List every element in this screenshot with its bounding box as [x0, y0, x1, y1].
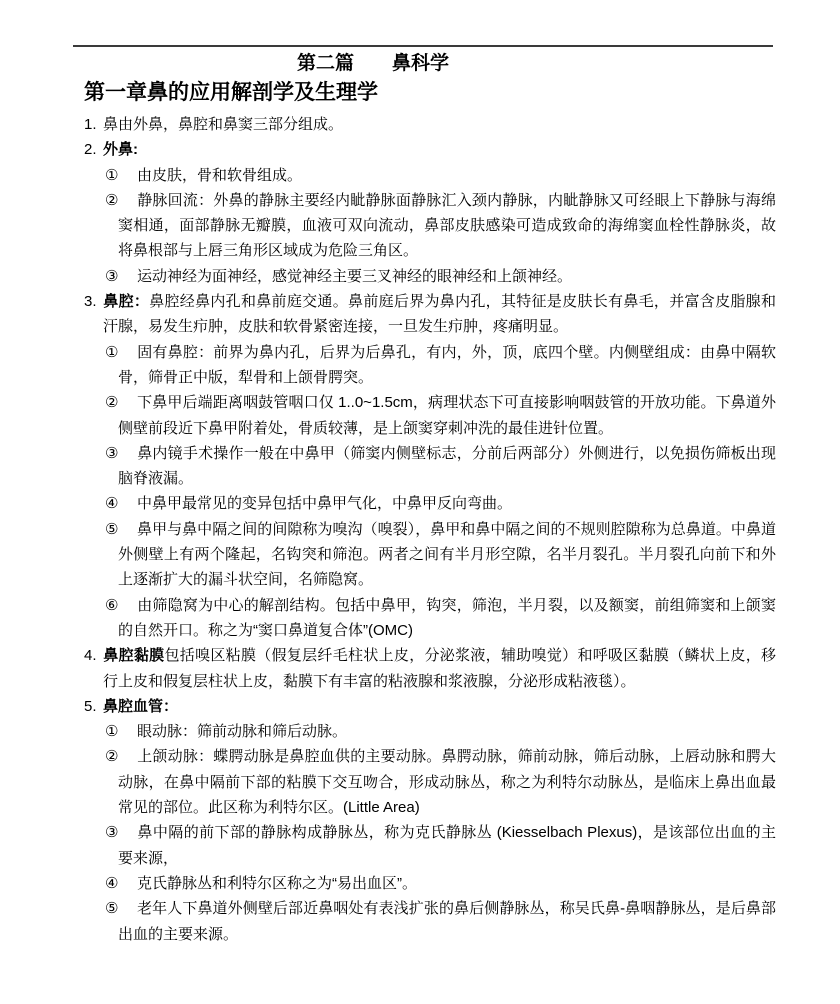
sub-item-3-6: [105, 593, 776, 644]
item-marker: ⑤: [105, 900, 119, 918]
item-number: 3.: [84, 293, 97, 311]
sub-item-5-5: [105, 896, 776, 947]
item-marker: ③: [105, 267, 119, 285]
item-marker: ④: [105, 874, 119, 892]
item-marker: ④: [105, 495, 119, 513]
sub-item-3-4: [105, 491, 776, 516]
item-number: 5.: [84, 697, 97, 715]
sub-item-text: 运动神经为面神经，感觉神经主要三叉神经的眼神经和上颌神经。: [137, 267, 573, 285]
sub-item-5-1: [105, 719, 776, 744]
item-text: 鼻腔经鼻内孔和鼻前庭交通。鼻前庭后界为鼻内孔，其特征是皮肤长有鼻毛，并富含皮脂腺和汗腺，易发生疖肿，皮肤和软骨紧密连接，一旦发生疖肿，疼痛明显。: [103, 293, 776, 336]
list-item-2: [84, 137, 776, 162]
sub-item-5-3: [105, 820, 776, 871]
document-content: [84, 0, 776, 947]
sub-item-text: 克氏静脉丛和利特尔区称之为“易出血区”。: [137, 874, 417, 892]
item-lead: 外鼻:: [103, 141, 138, 159]
sub-item-text: 老年人下鼻道外侧壁后部近鼻咽处有表浅扩张的鼻后侧静脉丛，称吴氏鼻-鼻咽静脉丛，是后鼻部出血的主要来源。: [118, 900, 776, 943]
sub-item-3-3: [105, 441, 776, 492]
sub-item-text: 静脉回流：外鼻的静脉主要经内眦静脉面静脉汇入颈内静脉，内眦静脉又可经眼上下静脉与海绵窦相通，面部静脉无瓣膜，血液可双向流动，鼻部皮肤感染可造成致命的海绵窦血栓性静脉炎，故将鼻根部与上唇三角形区域成为危险三角区。: [118, 191, 776, 260]
sub-item-2-1: [105, 163, 776, 188]
part-title: 第二篇 鼻科学: [296, 53, 449, 74]
sub-item-5-2: [105, 744, 776, 820]
list-item-1: [84, 112, 776, 137]
item-marker: ①: [105, 166, 119, 184]
sub-item-text: 上颌动脉：蝶腭动脉是鼻腔血供的主要动脉。鼻腭动脉，筛前动脉，筛后动脉，上唇动脉和腭大动脉，在鼻中隔前下部的粘膜下交互吻合，形成动脉丛，称之为利特尔动脉丛，是临床上鼻出血最常见的部位。此区称为利特尔区。(Little Area): [118, 748, 776, 817]
item-marker: ②: [105, 748, 119, 766]
item-marker: ②: [105, 191, 119, 209]
item-marker: ⑤: [105, 520, 119, 538]
sub-item-2-3: [105, 264, 776, 289]
item-number: 4.: [84, 647, 97, 665]
item-marker: ⑥: [105, 596, 119, 614]
item-lead: 鼻腔血管：: [103, 697, 179, 715]
sub-item-text: 中鼻甲最常见的变异包括中鼻甲气化，中鼻甲反向弯曲。: [137, 495, 513, 513]
list-item-4: [84, 643, 776, 694]
item-number: 1.: [84, 116, 97, 133]
item-text: 包括嗅区粘膜（假复层纤毛柱状上皮，分泌浆液，辅助嗅觉）和呼吸区黏膜（鳞状上皮，移行上皮和假复层柱状上皮，黏膜下有丰富的粘液腺和浆液腺，分泌形成粘液毯）。: [103, 647, 776, 690]
sub-item-text: 下鼻甲后端距离咽鼓管咽口仅 1..0~1.5cm，病理状态下可直接影响咽鼓管的开放功能。下鼻道外侧壁前段近下鼻甲附着处，骨质较薄，是上颌窦穿刺冲洗的最佳进针位置。: [118, 394, 776, 437]
sub-item-text: 鼻内镜手术操作一般在中鼻甲（筛窦内侧壁标志，分前后两部分）外侧进行，以免损伤筛板出现脑脊液漏。: [118, 444, 776, 488]
list-item-5: [84, 694, 776, 719]
sub-item-text: 由筛隐窝为中心的解剖结构。包括中鼻甲，钩突，筛泡，半月裂，以及额窦，前组筛窦和上颌窦的自然开口。称之为“窦口鼻道复合体”(OMC): [118, 596, 776, 639]
item-marker: ②: [105, 394, 119, 412]
sub-item-2-2: [105, 188, 776, 264]
list-item-3: [84, 289, 776, 340]
sub-item-3-1: [105, 340, 776, 391]
sub-item-text: 固有鼻腔：前界为鼻内孔，后界为后鼻孔，有内，外，顶，底四个壁。内侧壁组成：由鼻中隔软骨，筛骨正中版，犁骨和上颌骨腭突。: [118, 343, 776, 386]
item-marker: ①: [105, 343, 119, 361]
item-lead: 鼻腔：: [103, 293, 150, 311]
sub-item-5-4: [105, 871, 776, 896]
sub-item-text: 由皮肤，骨和软骨组成。: [137, 166, 303, 184]
item-marker: ①: [105, 723, 119, 741]
sub-item-text: 鼻中隔的前下部的静脉构成静脉丛，称为克氏静脉丛 (Kiesselbach Plexus)，是该部位出血的主要来源，: [118, 824, 776, 867]
item-text: 鼻由外鼻，鼻腔和鼻窦三部分组成。: [103, 116, 344, 133]
item-marker: ③: [105, 444, 119, 462]
chapter-title: 第一章鼻的应用解剖学及生理学: [84, 81, 378, 104]
item-marker: ③: [105, 824, 119, 842]
item-number: 2.: [84, 141, 97, 159]
item-lead: 鼻腔黏膜: [103, 647, 165, 665]
sub-item-3-5: [105, 517, 776, 593]
sub-item-3-2: [105, 390, 776, 441]
sub-item-text: 鼻甲与鼻中隔之间的间隙称为嗅沟（嗅裂），鼻甲和鼻中隔之间的不规则腔隙称为总鼻道。中鼻道外侧壁上有两个隆起，名钩突和筛泡。两者之间有半月形空隙，名半月裂孔。半月裂孔向前下和外上逐渐扩大的漏斗状空间，名筛隐窝。: [118, 520, 776, 589]
sub-item-text: 眼动脉：筛前动脉和筛后动脉。: [137, 723, 348, 741]
